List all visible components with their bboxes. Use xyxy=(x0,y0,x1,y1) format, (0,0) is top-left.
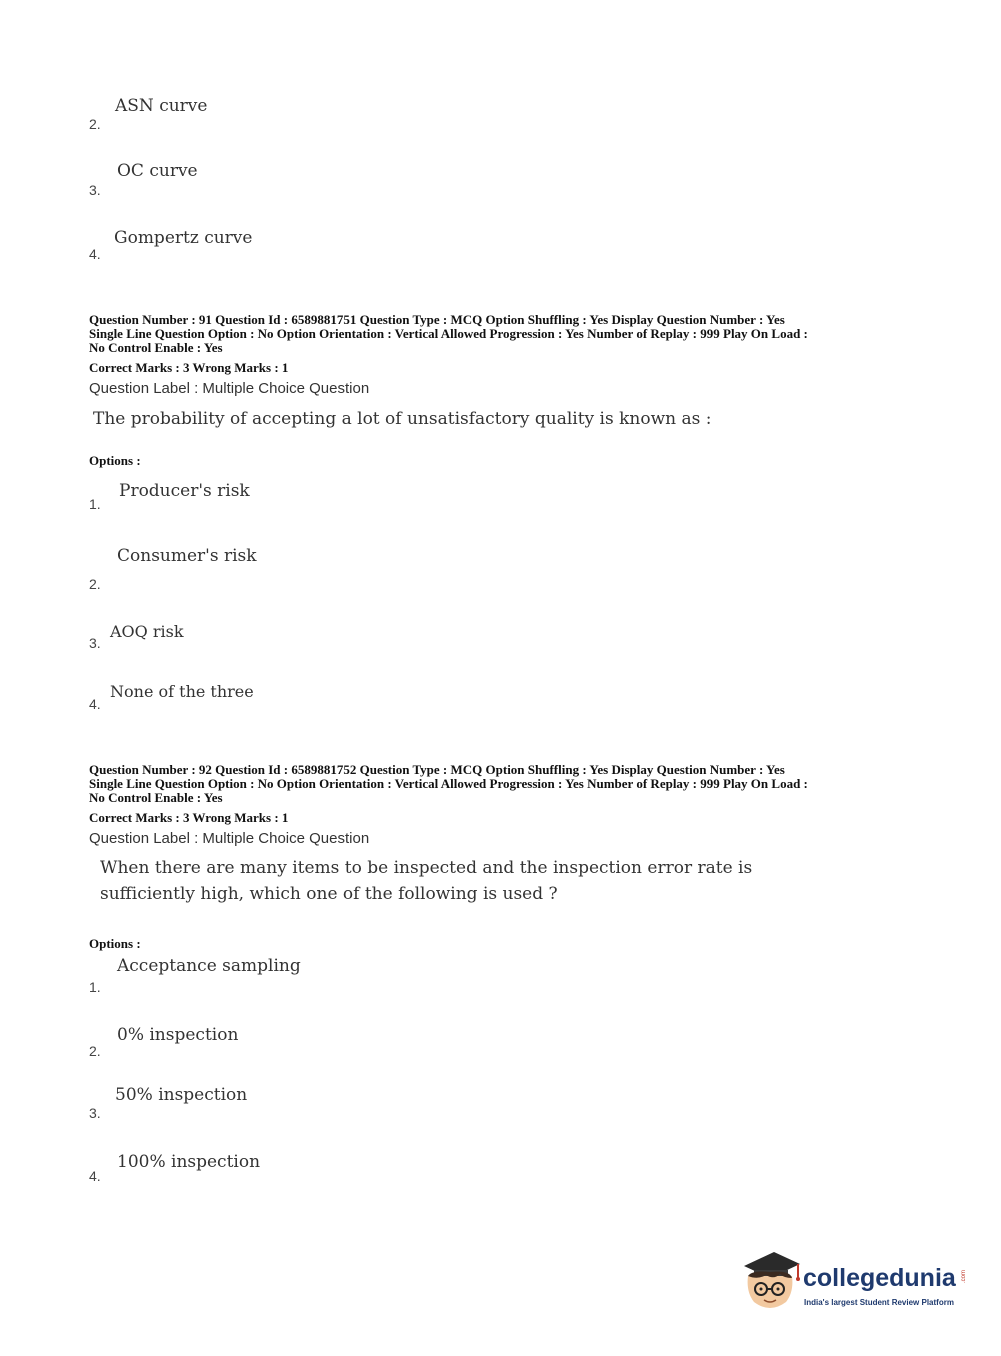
question-meta-line: Question Number : 92 Question Id : 6589881752 Question Type : MCQ Option Shuffling : Yes Display Question Number : Yes xyxy=(89,762,785,777)
question-meta-line: Single Line Question Option : No Option Orientation : Vertical Allowed Progression : Yes Number of Replay : 999 Play On Load : xyxy=(89,326,808,341)
option-number: 2. xyxy=(89,116,101,132)
logo-suffix: .com xyxy=(961,1270,967,1284)
question-text: The probability of accepting a lot of unsatisfactory quality is known as : xyxy=(93,409,712,429)
question-meta-line: Single Line Question Option : No Option Orientation : Vertical Allowed Progression : Yes Number of Replay : 999 Play On Load : xyxy=(89,776,808,791)
option-text: None of the three xyxy=(110,682,254,701)
question-meta-line: Question Number : 91 Question Id : 6589881751 Question Type : MCQ Option Shuffling : Yes Display Question Number : Yes xyxy=(89,312,785,327)
option-text: 100% inspection xyxy=(117,1152,261,1172)
options-label: Options : xyxy=(89,453,141,468)
option-text: Acceptance sampling xyxy=(117,956,301,976)
option-number: 3. xyxy=(89,182,101,198)
question-text-line-1: When there are many items to be inspected and the inspection error rate is xyxy=(100,858,753,878)
option-text: Consumer's risk xyxy=(117,546,257,566)
option-number: 4. xyxy=(89,696,101,712)
question-meta-line: No Control Enable : Yes xyxy=(89,790,223,805)
option-number: 1. xyxy=(89,496,101,512)
option-text: OC curve xyxy=(117,161,198,181)
option-text: 0% inspection xyxy=(117,1025,239,1045)
option-number: 2. xyxy=(89,576,101,592)
option-text: 50% inspection xyxy=(115,1085,248,1105)
logo-tagline: India's largest Student Review Platform xyxy=(804,1298,954,1307)
option-number: 4. xyxy=(89,246,101,262)
question-meta-line: No Control Enable : Yes xyxy=(89,340,223,355)
question-marks: Correct Marks : 3 Wrong Marks : 1 xyxy=(89,810,289,825)
option-text: Gompertz curve xyxy=(114,228,253,248)
question-label: Question Label : Multiple Choice Question xyxy=(89,830,370,847)
option-number: 1. xyxy=(89,979,101,995)
option-number: 3. xyxy=(89,635,101,651)
option-number: 4. xyxy=(89,1168,101,1184)
question-label: Question Label : Multiple Choice Question xyxy=(89,380,370,397)
option-text: Producer's risk xyxy=(119,481,250,501)
mascot-icon xyxy=(740,1248,802,1314)
logo-name: collegedunia xyxy=(803,1264,956,1292)
option-text: AOQ risk xyxy=(110,622,184,641)
question-text-line-2: sufficiently high, which one of the following is used ? xyxy=(100,884,558,904)
option-number: 3. xyxy=(89,1105,101,1121)
question-marks: Correct Marks : 3 Wrong Marks : 1 xyxy=(89,360,289,375)
options-label: Options : xyxy=(89,936,141,951)
option-text: ASN curve xyxy=(115,96,208,116)
option-number: 2. xyxy=(89,1043,101,1059)
